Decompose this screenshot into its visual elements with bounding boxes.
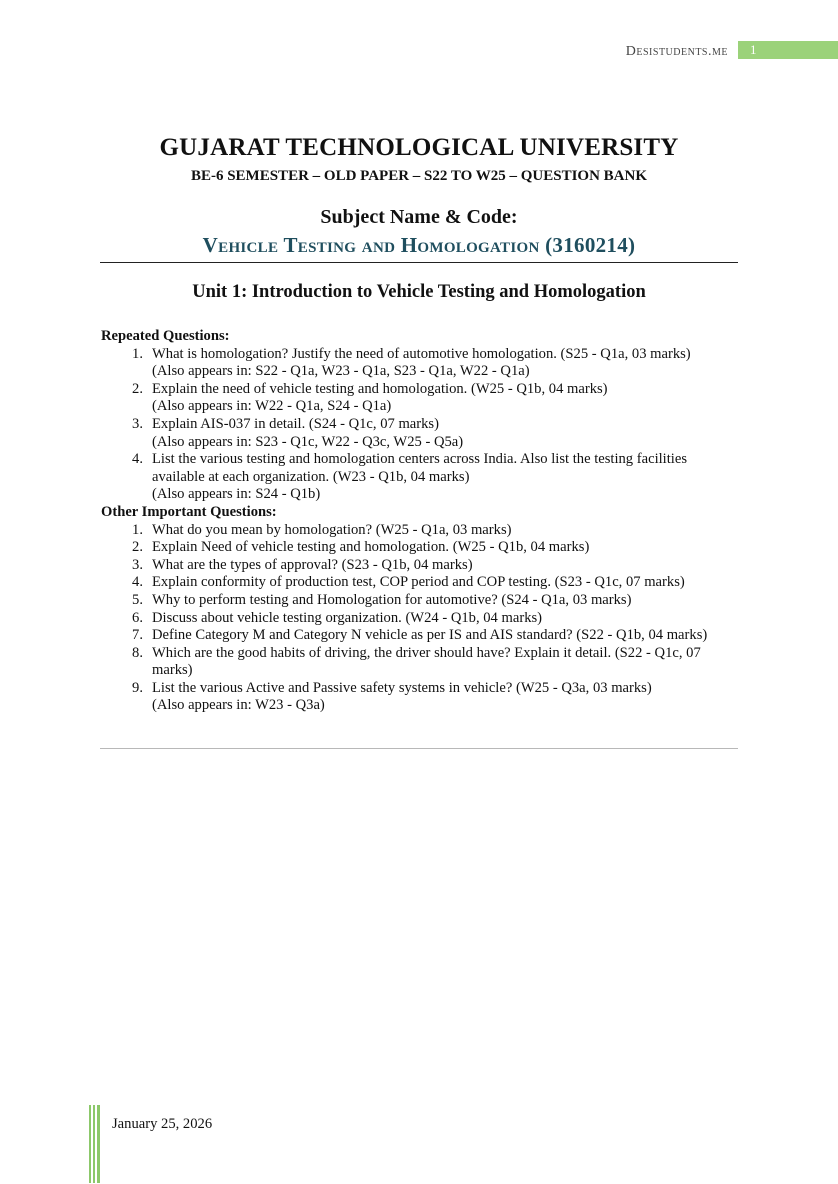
question-text: Explain AIS-037 in detail. (S24 - Q1c, 07 marks) (152, 415, 439, 432)
repeated-questions-list (101, 346, 741, 504)
question-item (101, 557, 741, 575)
question-item (101, 451, 741, 504)
content-end-divider (100, 748, 738, 749)
question-number: 1. (132, 345, 143, 362)
document-subtitle: BE-6 SEMESTER – OLD PAPER – S22 TO W25 – QUESTION BANK (190, 168, 648, 184)
question-text: Explain conformity of production test, COP period and COP testing. (S23 - Q1c, 07 marks) (152, 574, 685, 591)
question-number: 9. (132, 679, 143, 696)
question-item (101, 592, 741, 610)
question-item (101, 522, 741, 540)
question-number: 5. (132, 591, 143, 608)
question-text: Discuss about vehicle testing organization. (W24 - Q1b, 04 marks) (152, 609, 543, 626)
question-number: 7. (132, 627, 143, 644)
question-number: 1. (132, 521, 143, 538)
question-text: Why to perform testing and Homologation for automotive? (S24 - Q1a, 03 marks) (152, 591, 632, 608)
question-text: What do you mean by homologation? (W25 - Q1a, 03 marks) (152, 521, 512, 538)
question-number: 4. (132, 451, 143, 468)
question-item (101, 645, 741, 680)
question-text: Which are the good habits of driving, the driver should have? Explain it detail. (S22 - Q1c, 07 marks) (152, 644, 701, 679)
title-divider (100, 262, 738, 263)
footer-accent-bars (89, 1105, 101, 1183)
question-content (101, 328, 741, 715)
question-text: Explain the need of vehicle testing and homologation. (W25 - Q1b, 04 marks) (152, 380, 608, 397)
question-item (101, 381, 741, 416)
also-appears-note: (Also appears in: S22 - Q1a, W23 - Q1a, S23 - Q1a, W22 - Q1a) (152, 363, 530, 380)
subject-label: Subject Name & Code: (320, 206, 518, 228)
page-number-box (738, 41, 838, 59)
also-appears-note: (Also appears in: W22 - Q1a, S24 - Q1a) (152, 398, 392, 415)
question-item (101, 416, 741, 451)
question-item (101, 680, 741, 715)
question-number: 3. (132, 415, 143, 432)
document-title: GUJARAT TECHNOLOGICAL UNIVERSITY (159, 134, 679, 161)
question-number: 2. (132, 539, 143, 556)
question-number: 2. (132, 380, 143, 397)
question-text: List the various Active and Passive safety systems in vehicle? (W25 - Q3a, 03 marks) (152, 679, 652, 696)
question-text: What is homologation? Justify the need of automotive homologation. (S25 - Q1a, 03 marks) (152, 345, 691, 362)
question-number: 3. (132, 556, 143, 573)
page-header (0, 40, 838, 62)
question-text: Explain Need of vehicle testing and homologation. (W25 - Q1b, 04 marks) (152, 539, 590, 556)
site-name: Desistudents.me (625, 44, 728, 59)
question-item (101, 574, 741, 592)
page-number: 1 (750, 42, 757, 57)
unit-title: Unit 1: Introduction to Vehicle Testing and Homologation (192, 282, 646, 302)
also-appears-note: (Also appears in: S23 - Q1c, W22 - Q3c, W25 - Q5a) (152, 433, 464, 450)
question-item (101, 346, 741, 381)
question-item (101, 539, 741, 557)
other-questions-heading: Other Important Questions: (101, 503, 277, 520)
question-text: What are the types of approval? (S23 - Q1b, 04 marks) (152, 556, 473, 573)
question-number: 4. (132, 574, 143, 591)
repeated-questions-heading: Repeated Questions: (101, 328, 230, 344)
question-number: 8. (132, 644, 143, 661)
footer-date: January 25, 2026 (112, 1116, 213, 1132)
question-item (101, 627, 741, 645)
question-number: 6. (132, 609, 143, 626)
other-questions-list (101, 522, 741, 716)
also-appears-note: (Also appears in: W23 - Q3a) (152, 697, 325, 714)
question-item (101, 610, 741, 628)
question-text: Define Category M and Category N vehicle as per IS and AIS standard? (S22 - Q1b, 04 marks) (152, 627, 708, 644)
subject-name: Vehicle Testing and Homologation (3160214) (202, 233, 636, 257)
question-text: List the various testing and homologation centers across India. Also list the testing facilities available at each organization. (W23 - Q1b, 04 marks) (152, 451, 688, 485)
also-appears-note: (Also appears in: S24 - Q1b) (152, 486, 321, 503)
